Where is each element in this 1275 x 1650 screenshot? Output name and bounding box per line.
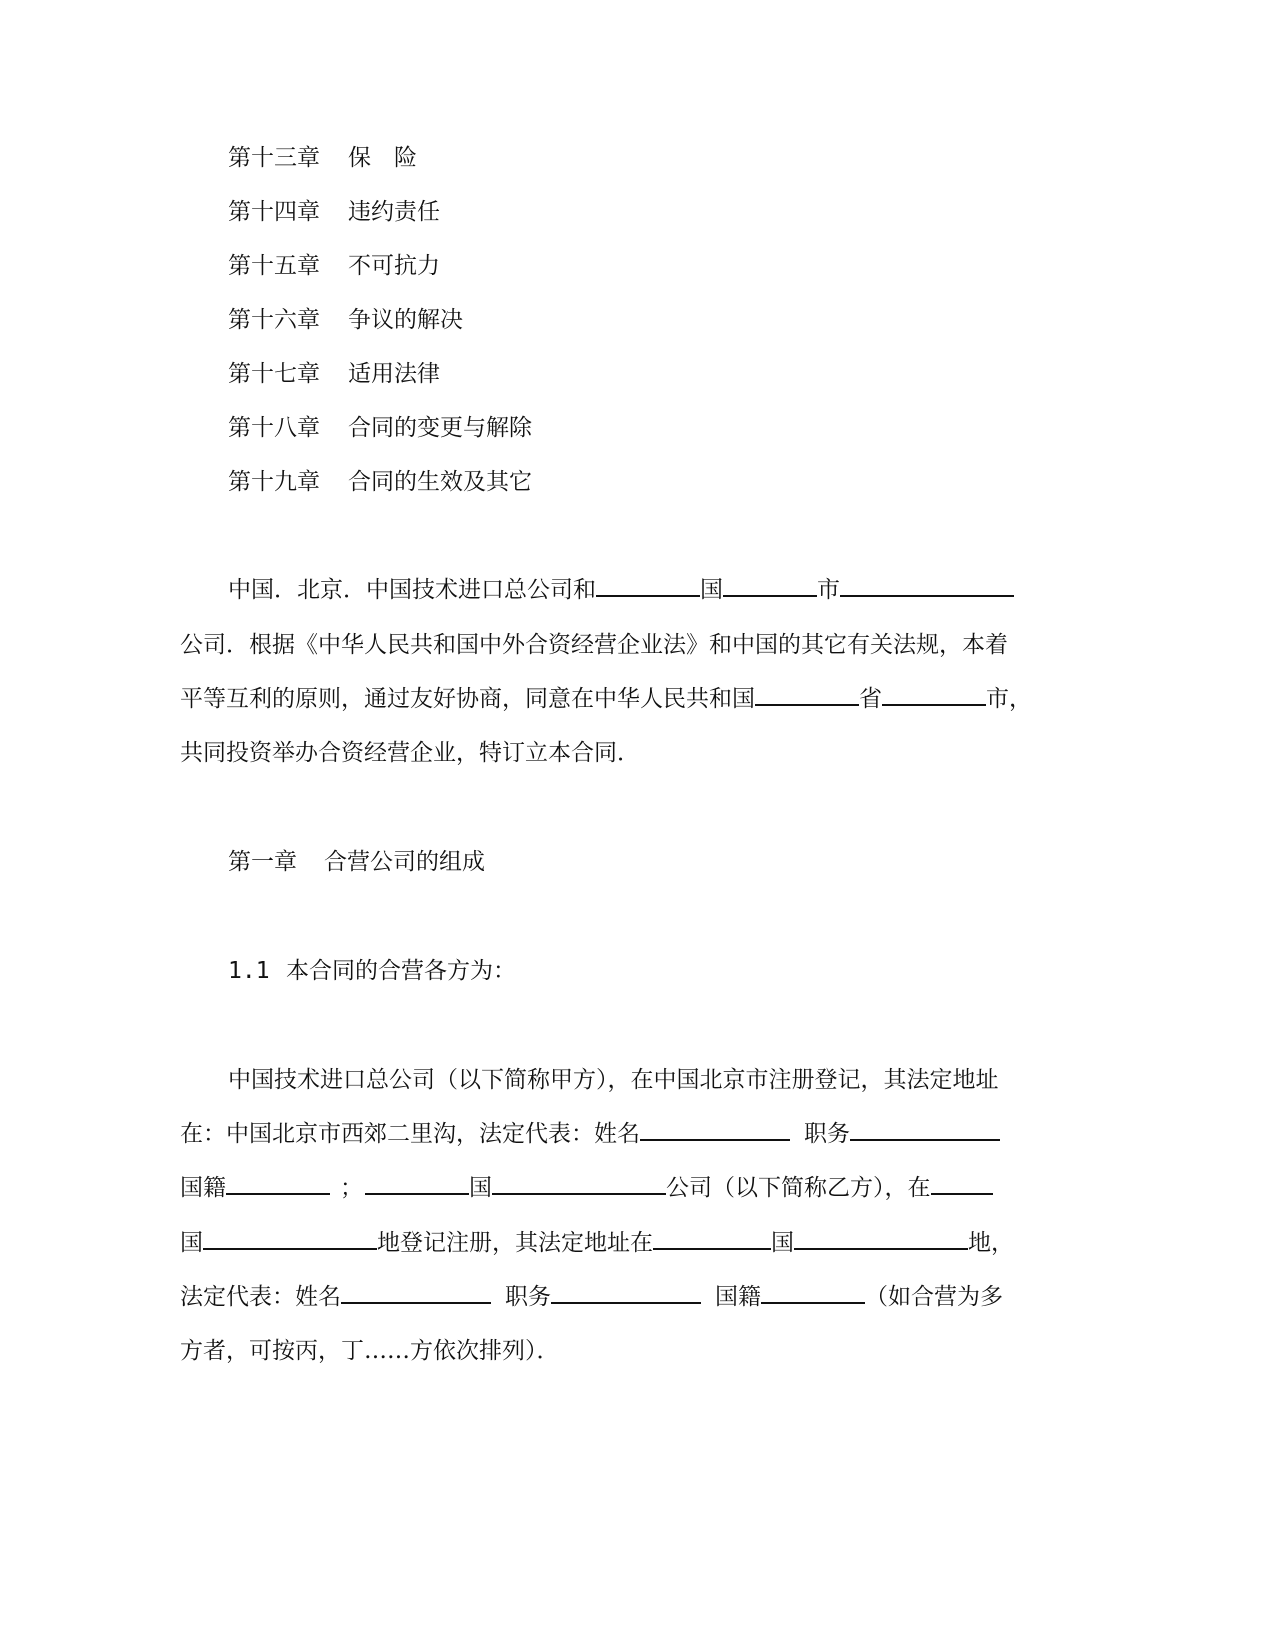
fill-in-blank[interactable]	[365, 1173, 469, 1195]
fill-in-blank[interactable]	[840, 575, 1014, 597]
toc-chapter-title: 适用法律	[348, 361, 440, 387]
preamble-line	[180, 738, 640, 768]
preamble-text: 中国．北京．中国技术进口总公司和	[228, 577, 596, 603]
parties-text: 国籍	[715, 1284, 761, 1310]
toc-item	[228, 251, 440, 281]
preamble-text: 国	[700, 577, 723, 603]
preamble-text: 平等互利的原则，通过友好协商，同意在中华人民共和国	[180, 686, 755, 712]
parties-text: 职务	[505, 1284, 551, 1310]
parties-text: 法定代表：姓名	[180, 1284, 341, 1310]
toc-item	[228, 413, 532, 443]
toc-chapter-number: 第十八章	[228, 415, 320, 441]
parties-text: 在：中国北京市西郊二里沟，法定代表：姓名	[180, 1121, 640, 1147]
fill-in-blank[interactable]	[551, 1282, 701, 1304]
parties-text: 职务	[804, 1121, 850, 1147]
toc-chapter-number: 第十四章	[228, 199, 320, 225]
toc-chapter-number: 第十六章	[228, 307, 320, 333]
toc-chapter-title: 争议的解决	[348, 307, 463, 333]
parties-text: 中国技术进口总公司（以下简称甲方），在中国北京市注册登记，其法定地址	[228, 1067, 999, 1093]
preamble-text: 共同投资举办合资经营企业，特订立本合同．	[180, 740, 640, 766]
fill-in-blank[interactable]	[931, 1173, 993, 1195]
parties-text: 公司（以下简称乙方），在	[666, 1175, 931, 1201]
chapter-heading	[228, 847, 485, 877]
parties-text: 国籍	[180, 1175, 226, 1201]
toc-chapter-number: 第十三章	[228, 145, 320, 171]
toc-chapter-title: 合同的变更与解除	[348, 415, 532, 441]
clause-heading	[228, 956, 516, 986]
toc-item	[228, 197, 440, 227]
parties-line	[180, 1228, 1014, 1258]
fill-in-blank[interactable]	[794, 1228, 968, 1250]
preamble-text: 省	[859, 686, 882, 712]
parties-text: 方者，可按丙，丁……方依次排列）．	[180, 1338, 560, 1364]
toc-chapter-title: 不可抗力	[348, 253, 440, 279]
parties-text: 国	[469, 1175, 492, 1201]
parties-text: 地，	[968, 1230, 1014, 1256]
parties-line	[180, 1173, 993, 1203]
fill-in-blank[interactable]	[341, 1282, 491, 1304]
fill-in-blank[interactable]	[850, 1119, 1000, 1141]
toc-chapter-title: 合同的生效及其它	[348, 469, 532, 495]
clause-text: 本合同的合营各方为：	[286, 958, 516, 984]
fill-in-blank[interactable]	[761, 1282, 865, 1304]
preamble-text: 市	[817, 577, 840, 603]
parties-text: 国	[180, 1230, 203, 1256]
toc-chapter-number: 第十五章	[228, 253, 320, 279]
fill-in-blank[interactable]	[653, 1228, 771, 1250]
toc-item	[228, 305, 463, 335]
parties-line	[228, 1065, 999, 1095]
parties-line	[180, 1336, 560, 1366]
parties-text: 地登记注册，其法定地址在	[377, 1230, 653, 1256]
chapter-title: 合营公司的组成	[324, 849, 485, 875]
fill-in-blank[interactable]	[203, 1228, 377, 1250]
preamble-line	[228, 575, 1014, 605]
toc-chapter-title: 违约责任	[348, 199, 440, 225]
clause-number: 1.1	[228, 958, 270, 984]
toc-item	[228, 143, 417, 173]
fill-in-blank[interactable]	[226, 1173, 330, 1195]
parties-line	[180, 1119, 1000, 1149]
parties-text: （如合营为多	[865, 1284, 1003, 1310]
preamble-line	[180, 684, 1032, 714]
fill-in-blank[interactable]	[640, 1119, 790, 1141]
preamble-text: 市，	[986, 686, 1032, 712]
parties-text: ；	[340, 1175, 363, 1201]
fill-in-blank[interactable]	[882, 684, 986, 706]
toc-item	[228, 359, 440, 389]
parties-text: 国	[771, 1230, 794, 1256]
fill-in-blank[interactable]	[755, 684, 859, 706]
preamble-line	[180, 630, 1008, 660]
toc-item	[228, 467, 532, 497]
fill-in-blank[interactable]	[492, 1173, 666, 1195]
parties-line	[180, 1282, 1003, 1312]
toc-chapter-number: 第十七章	[228, 361, 320, 387]
chapter-number: 第一章	[228, 849, 297, 875]
fill-in-blank[interactable]	[723, 575, 817, 597]
preamble-text: 公司．根据《中华人民共和国中外合资经营企业法》和中国的其它有关法规，本着	[180, 632, 1008, 658]
toc-chapter-number: 第十九章	[228, 469, 320, 495]
fill-in-blank[interactable]	[596, 575, 700, 597]
toc-chapter-title: 保 险	[348, 145, 417, 171]
